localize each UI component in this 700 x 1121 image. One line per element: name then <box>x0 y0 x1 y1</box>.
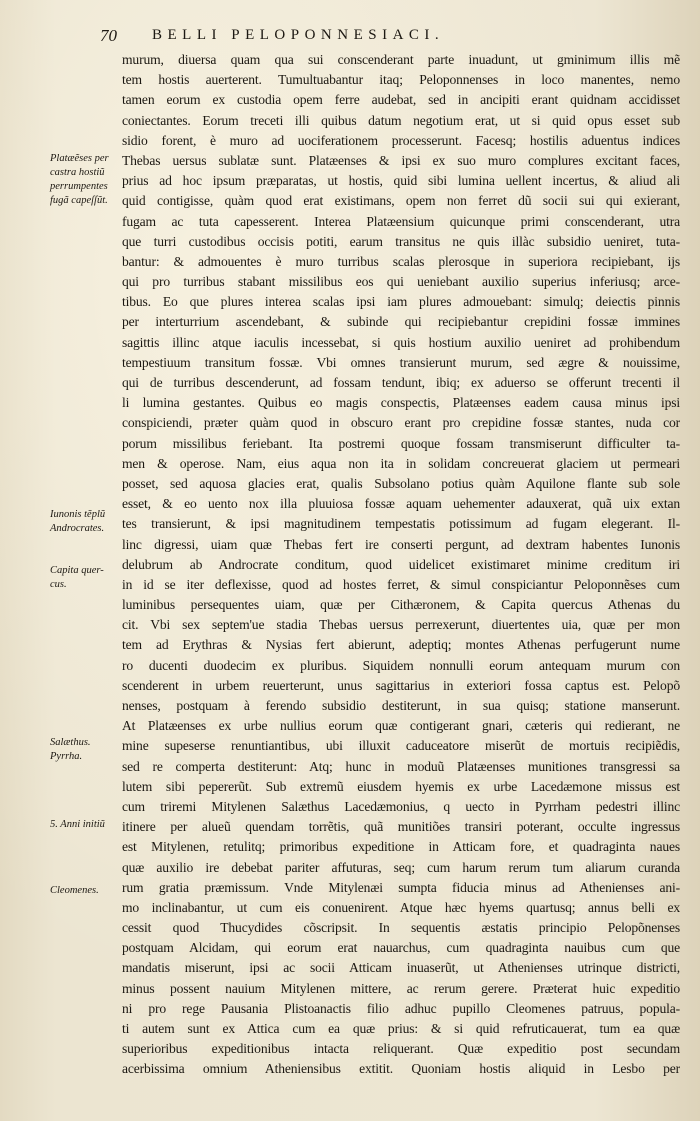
margin-note <box>50 152 130 208</box>
text-line: minus possent nauium Mitylenen mittere, ac rerum gerere. Præterat huic expeditio <box>122 980 680 996</box>
text-line: li lumina gestantes. Quibus eo magis conspectis, Platæenses eadem causa minus ipsi <box>122 395 680 411</box>
text-line: que turri custodibus occisis potiti, earum transitus ne quis illàc subsidio ueniret, tuta- <box>122 233 680 249</box>
text-line: ro ducenti duodecim ex pluribus. Siquidem nonnulli eorum antequam murum con <box>122 657 680 673</box>
text-line: ni pro rege Pausania Plistoanactis filio adhuc pupillo Cleomenes patruus, popula- <box>122 1000 680 1016</box>
text-line: rum gratia præmissum. Vnde Mitylenæi sumpta fiducia minus ad Athenienses ani- <box>122 879 680 895</box>
margin-notes <box>50 152 124 912</box>
text-line: nenses, postquam à ferendo subsidio destiterunt, in sua quisq; statione manserunt. <box>122 698 680 713</box>
text-line: sidio forent, è muro ad uociferationem processerunt. Facesq; hostilis aduentus indices <box>122 132 680 148</box>
text-line: Thebas uersus sublatæ sunt. Platæenses & ipsi ex suo muro complures excitant faces, <box>122 152 680 168</box>
text-line: qui pro turribus stabant missilibus eos qui ueniebant auxilio superius inferiusq; arce- <box>122 274 680 290</box>
text-line: itinere per alueũ quendam torrẽtis, quã munitiões transiri poterant, occulte ingressus <box>122 819 680 835</box>
text-line: tes transierunt, & ipsi magnitudinem tempestatis potissimum ad fugam elegerant. Il- <box>122 516 680 532</box>
text-line: posset, sed aquosa glacies erat, qualis Subsolano potius quàm Aquilone flante sub sole <box>122 475 680 491</box>
text-line: ti autem sunt ex Attica cum ea quæ prius: & si quid refruticauerat, tum ea quæ <box>122 1021 680 1036</box>
text-line: coniectantes. Eorum treceti illi quibus datum negotium erat, ut si quid opus esset sub <box>122 112 680 128</box>
text-line: sagittis illinc atque iaculis incessebat, si quis hostium auxilio ueniret ad prohibendum <box>122 334 680 350</box>
text-line: tamen eorum ex custodia opem ferre audebat, sed in ancipiti erant quidnam accidisset <box>122 92 680 108</box>
margin-note <box>50 508 130 536</box>
running-title: BELLI PELOPONNESIACI. <box>152 27 445 43</box>
margin-note-line: Salæthus. <box>50 737 91 748</box>
margin-note-line: cus. <box>50 579 67 590</box>
text-line: prius ad hoc ipsum præparatas, ut hostis, quid sibi lumina uellent incertus, & aliud ali <box>122 173 680 189</box>
text-line: qui de turribus descenderunt, ad fossam tendunt, ibiq; ex aduerso se offerunt trecenti il <box>122 375 680 390</box>
text-line: men & operose. Nam, eius aqua non ita in solidam concreuerat glaciem ut permeari <box>122 455 680 471</box>
text-line: quid contigisse, quàm quod erat existimans, opem non ferret dũ socii sui qui exierant, <box>122 193 680 209</box>
text-line: lutem sibi pepererũt. Sub extremũ eiusdem hyemis ex urbe Lacedæmone missus est <box>122 778 680 794</box>
margin-note-line: fugã capeſſũt. <box>50 195 108 206</box>
margin-note-line: castra hostiũ <box>50 167 105 178</box>
text-line: per interturrium ascendebant, & subinde qui recipiebantur crepidini fossæ immines <box>122 314 680 330</box>
text-line: conspiciendi, præter quàm quod in obscuro erant pro crepidine fossæ stantes, nuda cor <box>122 415 680 431</box>
text-line: mandatis miserunt, ipsi ac socii Atticam inuaserũt, ut Athenienses utrinque districti, <box>122 960 680 976</box>
text-line: est Mitylenen, retulitq; primoribus expeditione in Atticam fore, et quadraginta naues <box>122 839 680 855</box>
margin-note-line: Pyrrha. <box>50 751 83 762</box>
margin-note <box>50 884 130 898</box>
text-line: tem ad Erythras & Nysias fert abierunt, adeptiq; montes Athenas perfugerunt nume <box>122 637 680 653</box>
text-line: fugam ac tuta capesserent. Interea Platæensium quicunque primi conscenderant, utra <box>122 213 680 229</box>
margin-note-line: Platæẽses per <box>50 153 109 164</box>
text-line: cum triremi Mitylenen Salæthus Lacedæmonius, q uecto in Pyrrham pedestri illinc <box>122 798 680 814</box>
margin-note-line: Iunonis tẽplũ <box>50 509 106 520</box>
text-line: scenderent in urbem reuerterunt, unus sagittarius in exteriori fossa captus est. Pelopõ <box>122 677 680 693</box>
margin-note-line: perrumpentes <box>50 181 108 192</box>
text-line: delubrum ab Androcrate conditum, quod uidelicet existimaret minime creditum iri <box>122 556 680 572</box>
text-line: superioribus expeditionibus intacta reliquerant. Quæ expeditio post secundam <box>122 1041 680 1057</box>
text-line: luminibus persequentes uiam, quæ per Cithæronem, & Capita quercus Athenas du <box>122 597 680 613</box>
text-line: cessit quod Thucydides cõscripsit. In sequentis æstatis principio Pelopõnenses <box>122 920 680 936</box>
page-number: 70 <box>100 26 117 45</box>
text-line: quæ auxilio ire debebat pariter affuturas, seq; cum harum rerum tum aliarum curanda <box>122 859 680 875</box>
margin-note <box>50 736 130 764</box>
text-line: esset, & eo uento nox illa pluuiosa fossæ aquam uehementer adauxerat, quã uix extan <box>122 496 680 512</box>
margin-note-line: 5. Anni initiũ <box>50 819 105 830</box>
text-line: porum missilibus feriebant. Ita postremi quoque fossam transmiserunt difficulter ta- <box>122 435 680 451</box>
margin-note-line: Androcrates. <box>50 523 105 534</box>
text-line: tibus. Eo que plures interea scalas ipsi iam plures admouebant: simulq; deiectis pinnis <box>122 294 680 310</box>
margin-note-line: Cleomenes. <box>50 885 99 896</box>
text-line: tem hostis auerterent. Tumultuabantur itaq; Peloponnenses in loco manentes, nemo <box>122 72 680 88</box>
text-line: murum, diuersa quam qua sui conscenderant parte inuadunt, ut gminimum illis mẽ <box>122 52 680 67</box>
text-line: acerbissima omnium Atheniensibus extitit. Quoniam hostis aliquid in Lesbo per <box>122 1061 680 1077</box>
text-line: tempestiuum transitum fossæ. Vbi omnes transierunt murum, sed ægre & nouissime, <box>122 354 680 370</box>
text-line: sed re comperta destiterunt: Atq; hunc in moduũ Platæenses munitiones transgressi sa <box>122 758 680 774</box>
text-line: mine supeserse renuntiantibus, ubi illuxit caduceatore miserũt de mortuis recipiẽdis, <box>122 738 680 754</box>
text-line: linc digressi, uiam quæ Thebas fert ire conserti pergunt, ad dextram habentes Iunonis <box>122 536 680 552</box>
text-line: mo inclinabantur, ut cum eis conuenirent. Atque hæc hyems quartusq; annus belli ex <box>122 899 680 915</box>
text-line: in id se iter deflexisse, quod ad hostes ferret, & simul conspiciantur Peloponnẽses cum <box>122 576 680 592</box>
text-line: At Platæenses ex urbe nullius eorum quæ contigerant gnari, cæteris qui redierant, ne <box>122 718 680 734</box>
margin-note <box>50 818 130 832</box>
margin-note <box>50 564 130 592</box>
margin-note-line: Capita quer- <box>50 565 104 576</box>
text-line: postquam Alcidam, qui eorum erat nauarchus, cum quadraginta nauibus cum que <box>122 940 680 956</box>
text-line: cit. Vbi sex septem'ue stadia Thebas uersus perrexerunt, diuertentes uia, quæ per mon <box>122 617 680 633</box>
page-header <box>100 26 680 52</box>
body-text <box>122 50 680 1077</box>
text-line: bantur: & admouentes è muro turribus scalas plerosque in superiora recipiebant, ijs <box>122 253 680 269</box>
